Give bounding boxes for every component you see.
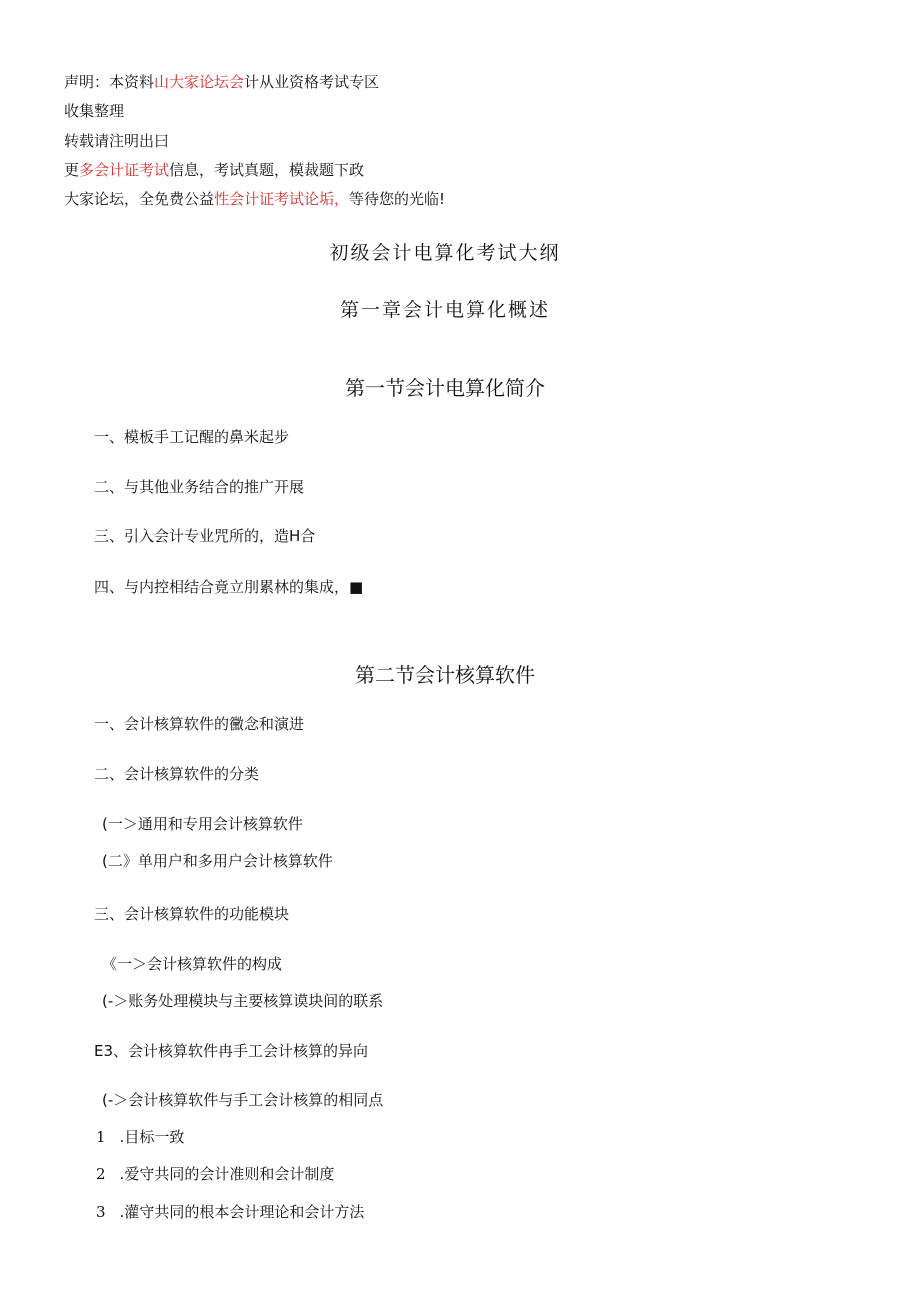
notice-line-5-part-b: 性会计证考试论垢， — [214, 190, 350, 208]
section-1-item-1: 一、模板手工记醒的鼻米起步 — [94, 428, 290, 446]
notice-line-4-part-b: 多会计证考试 — [79, 161, 170, 179]
section-2-subitem-2-1: (一＞通用和专用会计核算软件 — [102, 815, 303, 833]
section-2-subitem-3-2: (-＞账务处理模块与主要核算谟块间的联系 — [102, 992, 384, 1010]
notice-line-1-part-c: 计从业资格考试专区 — [244, 73, 380, 91]
section-2-subitem-4-1: (-＞会计核算软件与手工会计核算的相同点 — [102, 1091, 384, 1109]
document-title: 初级会计电算化考试大纲 — [329, 242, 561, 264]
notice-line-1 — [64, 72, 379, 92]
point-3-number: 3 — [96, 1203, 106, 1221]
section-2-item-4: E3、会计核算软件冉手工会计核算的异向 — [94, 1042, 369, 1060]
section-2-title: 第二节会计核算软件 — [355, 663, 535, 687]
section-1-item-3: 三、引入会计专业咒所的，造H合 — [94, 527, 316, 545]
section-2-item-3: 三、会计核算软件的功能模块 — [94, 905, 290, 923]
point-1-number: 1 — [96, 1128, 106, 1146]
point-2-number: 2 — [96, 1165, 106, 1183]
notice-line-5-part-c: 等待您的光临! — [349, 190, 446, 208]
point-1 — [96, 1127, 184, 1147]
notice-line-4-part-c: 信息，考试真题，模裁题下政 — [169, 161, 365, 179]
point-3 — [96, 1202, 364, 1222]
notice-line-5-part-a: 大家论坛，全免费公益 — [64, 190, 215, 208]
section-2-subitem-3-1: 《一＞会计核算软件的构成 — [102, 955, 283, 973]
point-3-text: .灌守共同的根本会计理论和会计方法 — [119, 1203, 365, 1221]
section-2-item-1: 一、会计核算软件的黴念和演进 — [94, 715, 305, 733]
notice-line-5 — [64, 189, 445, 209]
section-1-item-4: 四、与内控相结合竟立刖累林的集成，■ — [94, 578, 364, 596]
notice-line-4-part-a: 更 — [64, 161, 80, 179]
point-2 — [96, 1164, 334, 1184]
chapter-title: 第一章会计电算化概述 — [339, 299, 550, 321]
section-1-title: 第一节会计电算化简介 — [345, 376, 545, 400]
notice-line-4 — [64, 160, 364, 180]
section-2-item-2: 二、会计核算软件的分类 — [94, 765, 260, 783]
section-2-subitem-2-2: (二》单用户和多用户会计核算软件 — [102, 852, 333, 870]
section-1-item-2: 二、与其他业务结合的推广开展 — [94, 478, 305, 496]
point-1-text: .目标一致 — [119, 1128, 185, 1146]
point-2-text: .爱守共同的会计准则和会计制度 — [119, 1165, 335, 1183]
notice-line-3: 转载请注明出曰 — [64, 132, 170, 150]
notice-line-1-part-a: 声明：本资料 — [64, 73, 155, 91]
notice-line-2: 收集整理 — [64, 102, 125, 120]
notice-line-1-part-b: 山大家论坛会 — [154, 73, 245, 91]
